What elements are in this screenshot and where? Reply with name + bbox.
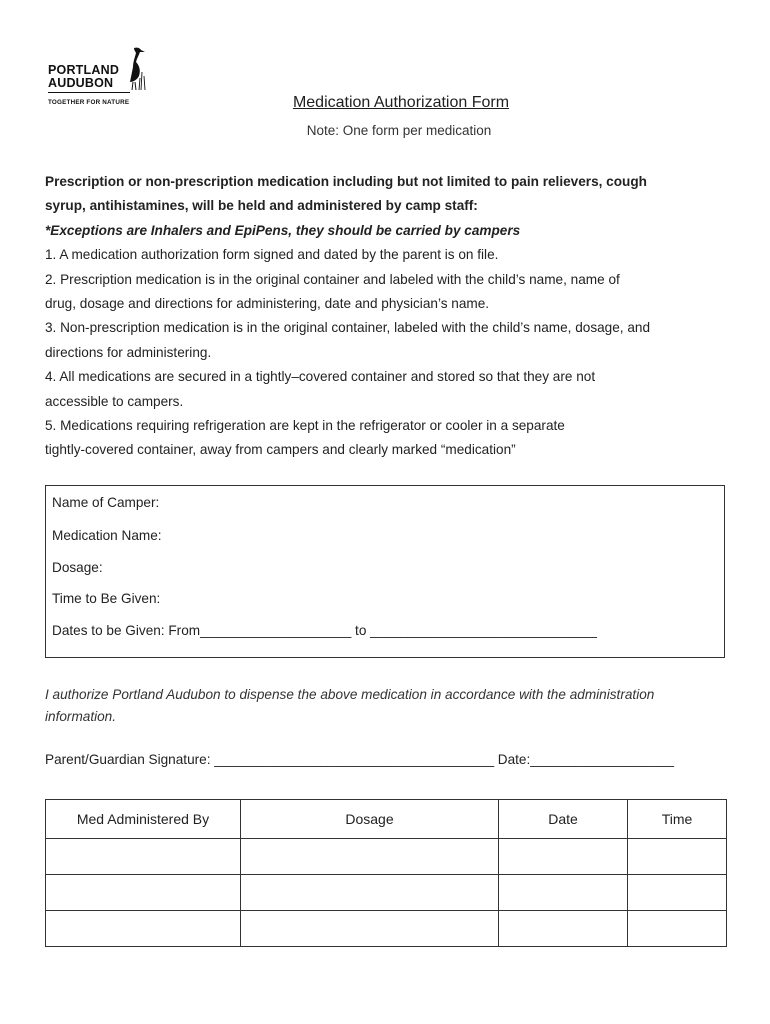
medication-name-field[interactable]: Medication Name: (52, 528, 162, 543)
instructions-line: directions for administering. (45, 344, 212, 360)
instructions-bold-line-1: Prescription or non-prescription medication including but not limited to pain relievers, cough (45, 174, 647, 189)
instructions-line: 3. Non-prescription medication is in the original container, labeled with the child’s name, dosage, and (45, 320, 651, 336)
logo-text-line1: PORTLAND (48, 63, 120, 77)
dates-to-be-given-field[interactable]: Dates to be Given: From____________________ to ______________________________ (52, 623, 597, 638)
table-cell[interactable] (241, 911, 499, 947)
instructions-bold-line-2: syrup, antihistamines, will be held and administered by camp staff: (45, 198, 478, 214)
instructions-line: 2. Prescription medication is in the original container and labeled with the child’s name, name of (45, 271, 620, 287)
dosage-field[interactable]: Dosage: (52, 560, 103, 575)
camper-info-box (45, 485, 725, 658)
table-row (46, 839, 727, 875)
table-cell[interactable] (241, 839, 499, 875)
column-header-administered-by: Med Administered By (46, 800, 241, 839)
instructions-line: 5. Medications requiring refrigeration are kept in the refrigerator or cooler in a separate (45, 418, 565, 434)
instructions-exception: *Exceptions are Inhalers and EpiPens, they should be carried by campers (45, 222, 521, 238)
instructions-line: tightly-covered container, away from campers and clearly marked “medication” (45, 442, 516, 458)
column-header-dosage: Dosage (241, 800, 499, 839)
table-cell[interactable] (628, 839, 727, 875)
table-row (46, 911, 727, 947)
signature-date-line[interactable]: Parent/Guardian Signature: _____________________________________ Date:___________________ (45, 752, 674, 767)
instructions (45, 170, 745, 463)
camper-name-field[interactable]: Name of Camper: (52, 495, 160, 510)
table-cell[interactable] (46, 911, 241, 947)
table-row (46, 875, 727, 911)
table-cell[interactable] (499, 911, 628, 947)
table-cell[interactable] (628, 911, 727, 947)
form-title: Medication Authorization Form (292, 94, 510, 111)
table-cell[interactable] (499, 875, 628, 911)
logo-divider (48, 92, 130, 93)
column-header-time: Time (628, 800, 727, 839)
table-cell[interactable] (46, 839, 241, 875)
administration-log-table (45, 799, 727, 947)
instructions-line: 1. A medication authorization form signed and dated by the parent is on file. (45, 247, 499, 263)
time-to-be-given-field[interactable]: Time to Be Given: (52, 591, 161, 606)
table-cell[interactable] (241, 875, 499, 911)
table-cell[interactable] (628, 875, 727, 911)
instructions-line: accessible to campers. (45, 393, 184, 409)
authorization-statement: I authorize Portland Audubon to dispense the above medication in accordance with the administration information. (45, 687, 655, 724)
table-cell[interactable] (499, 839, 628, 875)
table-header-row (46, 800, 727, 839)
logo-text-line2: AUDUBON (48, 76, 114, 90)
heron-icon (124, 46, 146, 90)
column-header-date: Date (499, 800, 628, 839)
table-cell[interactable] (46, 875, 241, 911)
instructions-line: 4. All medications are secured in a tightly–covered container and stored so that they are not (45, 369, 596, 385)
instructions-line: drug, dosage and directions for administering, date and physician’s name. (45, 296, 490, 312)
logo-tagline: TOGETHER FOR NATURE (48, 99, 130, 106)
form-note: Note: One form per medication (306, 123, 492, 138)
